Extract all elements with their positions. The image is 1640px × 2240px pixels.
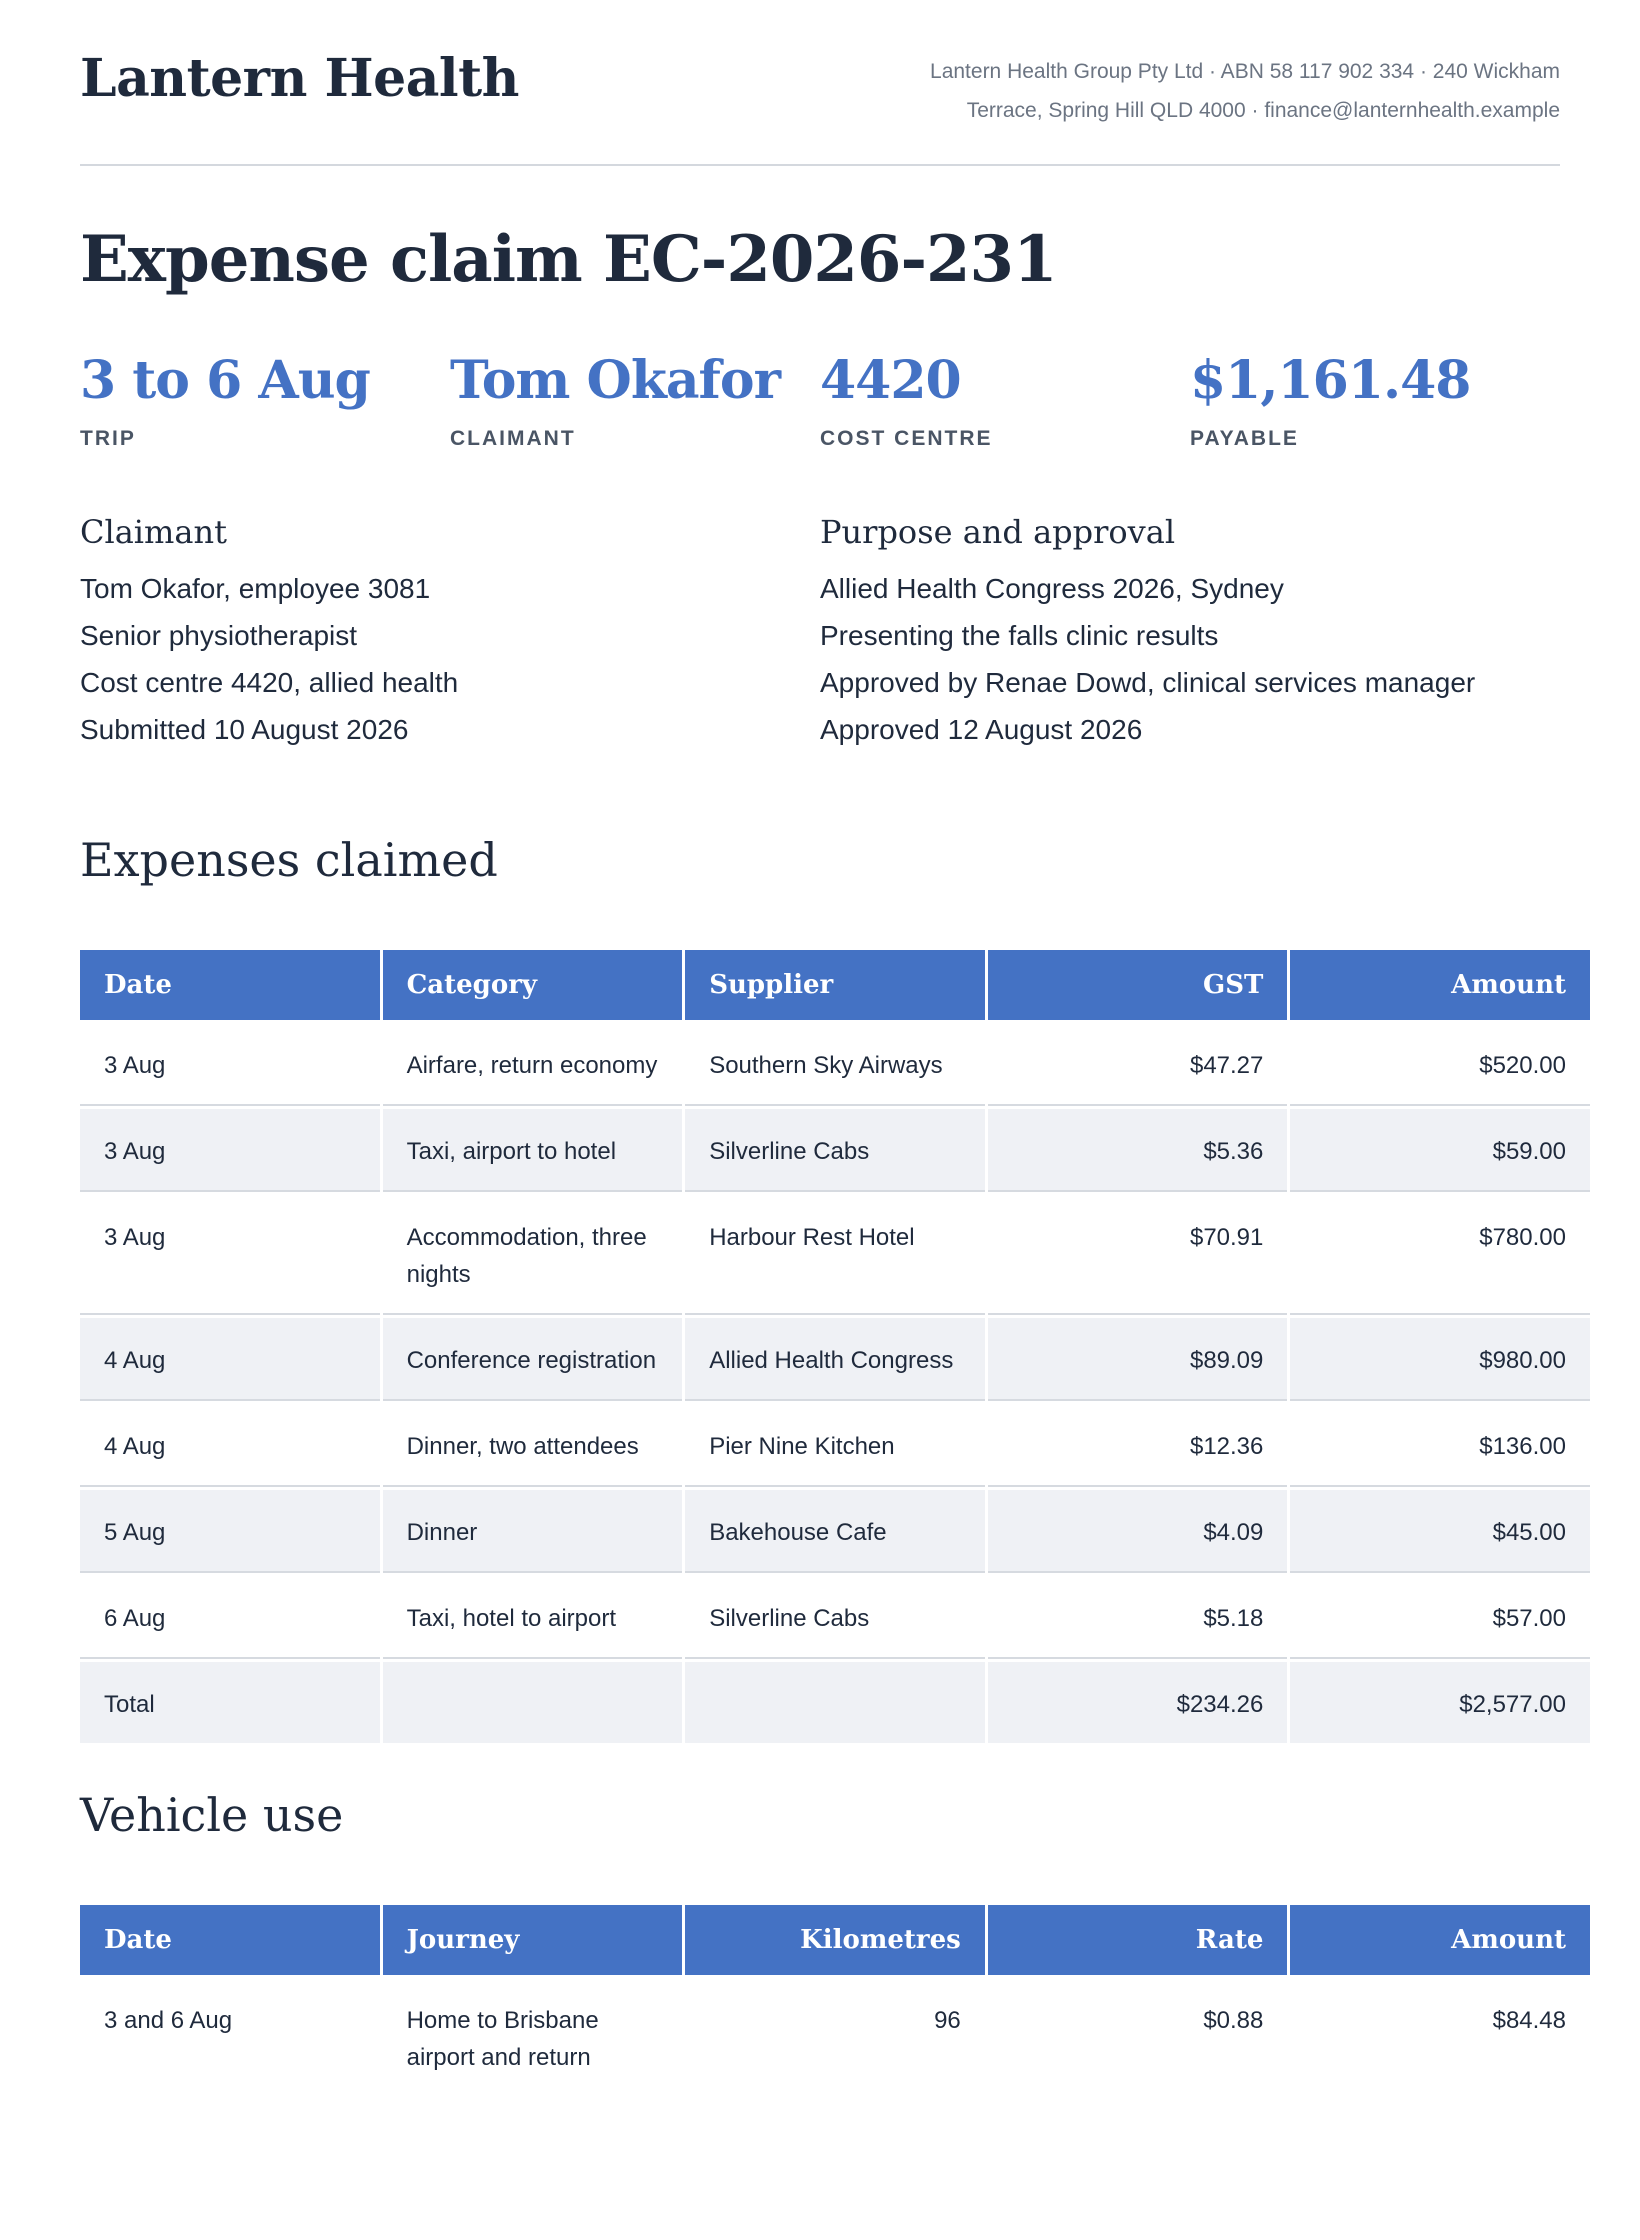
summary-stats (80, 349, 1560, 451)
table-row (80, 1109, 1590, 1192)
cell-gst: $5.18 (988, 1576, 1288, 1659)
claimant-heading: Claimant (80, 513, 227, 551)
claimant-block (80, 513, 820, 753)
cell-gst: $47.27 (988, 1023, 1288, 1106)
cell-supplier: Bakehouse Cafe (685, 1490, 985, 1573)
cell-total-amount: $2,577.00 (1290, 1662, 1590, 1743)
cell-category: Taxi, airport to hotel (383, 1109, 683, 1192)
claimant-line: Cost centre 4420, allied health (80, 667, 459, 698)
cell-amount: $980.00 (1290, 1318, 1590, 1401)
claimant-line: Senior physiotherapist (80, 620, 358, 651)
stat-value: 3 to 6 Aug (80, 350, 370, 411)
letterhead (80, 0, 1560, 166)
cell-gst: $70.91 (988, 1195, 1288, 1315)
cell-category: Dinner, two attendees (383, 1404, 683, 1487)
column-header-date: Date (80, 950, 380, 1020)
cell-supplier: Silverline Cabs (685, 1109, 985, 1192)
cell-date: 3 Aug (80, 1195, 380, 1315)
cell-journey: Home to Brisbane airport and return (406, 2007, 599, 2071)
stat-label: TRIP (80, 427, 136, 450)
column-header-supplier: Supplier (685, 950, 985, 1020)
vehicle-heading: Vehicle use (80, 1788, 344, 1842)
cell-amount: $45.00 (1290, 1490, 1590, 1573)
cell-category: Airfare, return economy (383, 1023, 683, 1106)
table-row (80, 1195, 1590, 1315)
purpose-line: Approved by Renae Dowd, clinical services manager (820, 667, 1476, 698)
cell-category: Conference registration (383, 1318, 683, 1401)
column-header-journey: Journey (383, 1905, 683, 1975)
column-header-category: Category (383, 950, 683, 1020)
table-row (80, 1404, 1590, 1487)
cell-rate: $0.88 (1203, 2007, 1264, 2034)
expenses-heading: Expenses claimed (80, 833, 498, 887)
cell-supplier: Pier Nine Kitchen (685, 1404, 985, 1487)
cell-category: Accommodation, three nights (383, 1195, 683, 1315)
stat-label: CLAIMANT (450, 427, 576, 450)
purpose-line: Allied Health Congress 2026, Sydney (820, 573, 1284, 604)
cell-date: 6 Aug (80, 1576, 380, 1659)
cell-amount: $57.00 (1290, 1576, 1590, 1659)
cell-date: 3 Aug (80, 1023, 380, 1106)
cell-gst: $5.36 (988, 1109, 1288, 1192)
table-row (80, 1023, 1590, 1106)
stat-payable (1190, 349, 1560, 451)
claim-details (80, 513, 1560, 753)
table-total-row (80, 1662, 1590, 1743)
vehicle-table (77, 1902, 1593, 2099)
cell-empty (685, 1662, 985, 1743)
cell-total-label: Total (80, 1662, 380, 1743)
cell-category: Taxi, hotel to airport (383, 1576, 683, 1659)
brand-name: Lantern Health (80, 48, 519, 109)
purpose-heading: Purpose and approval (820, 513, 1176, 551)
stat-value: 4420 (820, 350, 961, 411)
purpose-line: Approved 12 August 2026 (820, 714, 1143, 745)
cell-gst: $12.36 (988, 1404, 1288, 1487)
stat-value: $1,161.48 (1190, 350, 1471, 411)
column-header-rate: Rate (988, 1905, 1288, 1975)
table-row (80, 1490, 1590, 1573)
stat-claimant (450, 349, 820, 451)
cell-amount: $780.00 (1290, 1195, 1590, 1315)
column-header-gst: GST (988, 950, 1288, 1020)
cell-amount: $84.48 (1492, 2007, 1566, 2034)
stat-label: COST CENTRE (820, 427, 993, 450)
cell-total-gst: $234.26 (988, 1662, 1288, 1743)
cell-supplier: Silverline Cabs (685, 1576, 985, 1659)
company-details-line: Lantern Health Group Pty Ltd · ABN 58 117 902 334 · 240 Wickham (930, 60, 1560, 83)
cell-gst: $4.09 (988, 1490, 1288, 1573)
cell-kilometres: 96 (934, 2007, 961, 2034)
claimant-line: Tom Okafor, employee 3081 (80, 573, 431, 604)
column-header-amount: Amount (1290, 950, 1590, 1020)
company-details-line: Terrace, Spring Hill QLD 4000 · finance@lanternhealth.example (966, 99, 1560, 122)
cell-date: 5 Aug (80, 1490, 380, 1573)
cell-date: 4 Aug (80, 1318, 380, 1401)
table-row (80, 1576, 1590, 1659)
cell-gst: $89.09 (988, 1318, 1288, 1401)
cell-date: 4 Aug (80, 1404, 380, 1487)
table-header-row (80, 1905, 1590, 1975)
column-header-kilometres: Kilometres (685, 1905, 985, 1975)
cell-date: 3 Aug (80, 1109, 380, 1192)
table-row (80, 1318, 1590, 1401)
stat-value: Tom Okafor (450, 350, 781, 411)
cell-amount: $520.00 (1290, 1023, 1590, 1106)
cell-supplier: Allied Health Congress (685, 1318, 985, 1401)
cell-supplier: Southern Sky Airways (685, 1023, 985, 1106)
purpose-line: Presenting the falls clinic results (820, 620, 1219, 651)
column-header-amount: Amount (1290, 1905, 1590, 1975)
page-title: Expense claim EC-2026-231 (80, 222, 1057, 297)
cell-supplier: Harbour Rest Hotel (685, 1195, 985, 1315)
stat-trip (80, 349, 450, 451)
column-header-date: Date (80, 1905, 380, 1975)
cell-category: Dinner (383, 1490, 683, 1573)
claimant-line: Submitted 10 August 2026 (80, 714, 409, 745)
cell-amount: $59.00 (1290, 1109, 1590, 1192)
cell-amount: $136.00 (1290, 1404, 1590, 1487)
cell-empty (383, 1662, 683, 1743)
company-details (840, 52, 1560, 130)
expenses-table (77, 947, 1593, 1746)
cell-date: 3 and 6 Aug (104, 2007, 233, 2034)
stat-label: PAYABLE (1190, 427, 1299, 450)
table-row (80, 1978, 1590, 2096)
table-header-row (80, 950, 1590, 1020)
purpose-block (820, 513, 1560, 753)
stat-cost-centre (820, 349, 1190, 451)
